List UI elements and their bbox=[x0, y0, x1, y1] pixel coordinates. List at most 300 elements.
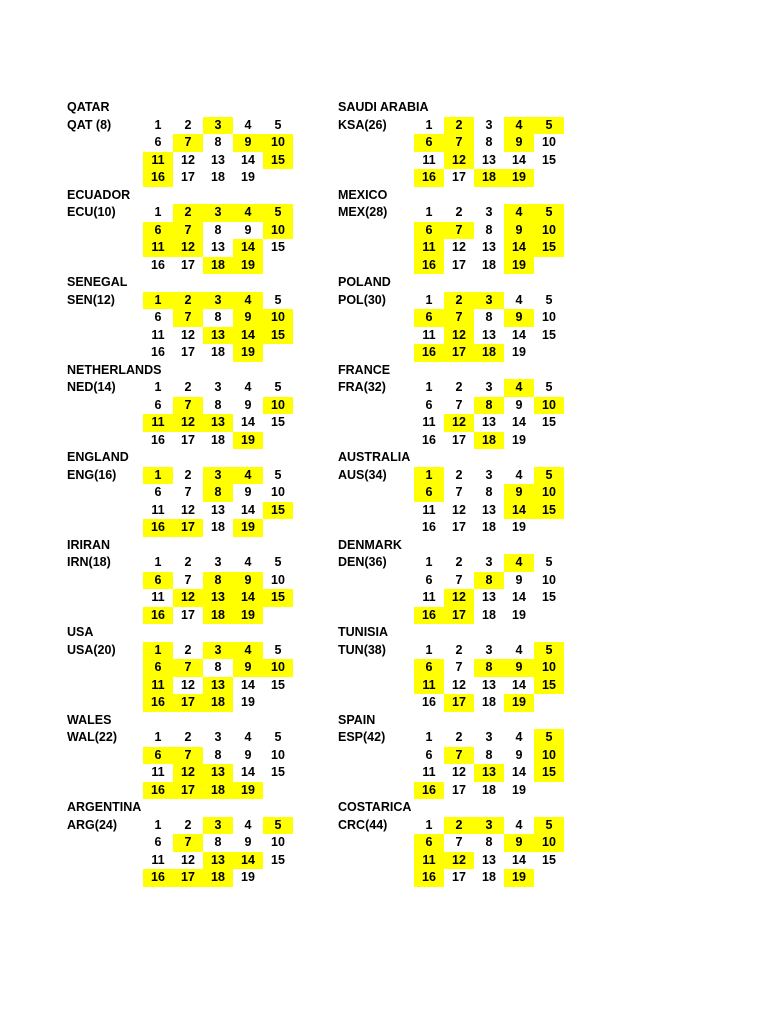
number-cell-highlighted: 7 bbox=[173, 222, 203, 240]
team-name: FRANCE bbox=[338, 362, 391, 377]
number-cell: 14 bbox=[512, 415, 526, 429]
number-cell: 15 bbox=[542, 152, 556, 167]
number-cell: 12 bbox=[181, 677, 195, 692]
number-cell: 4 bbox=[244, 380, 252, 394]
number-cell: 18 bbox=[482, 870, 496, 884]
number-cell-highlighted: 2 bbox=[444, 292, 474, 310]
number-cell: 7 bbox=[455, 397, 463, 412]
number-cell-highlighted: 12 bbox=[444, 852, 474, 870]
number-cell: 11 bbox=[422, 765, 436, 779]
number-cell-highlighted: 3 bbox=[203, 204, 233, 222]
number-cell: 5 bbox=[545, 380, 553, 394]
number-cell-highlighted: 17 bbox=[444, 694, 474, 712]
number-cell-highlighted: 10 bbox=[534, 747, 564, 765]
number-grid bbox=[414, 117, 564, 187]
number-cell: 4 bbox=[244, 117, 252, 132]
number-cell: 7 bbox=[455, 660, 463, 674]
number-cell-highlighted: 6 bbox=[143, 747, 173, 765]
number-cell-highlighted: 19 bbox=[233, 344, 263, 362]
number-cell: 17 bbox=[452, 782, 466, 797]
number-cell-highlighted: 19 bbox=[504, 169, 534, 187]
team-code: ESP(42) bbox=[338, 730, 386, 744]
team-code: IRN(18) bbox=[67, 555, 111, 569]
number-cell-highlighted: 10 bbox=[534, 222, 564, 240]
number-cell: 7 bbox=[184, 485, 192, 499]
number-cell: 14 bbox=[512, 852, 526, 867]
number-cell-highlighted: 12 bbox=[444, 152, 474, 170]
number-cell-highlighted: 8 bbox=[474, 572, 504, 590]
number-cell: 11 bbox=[151, 765, 165, 779]
number-cell-highlighted: 8 bbox=[203, 484, 233, 502]
number-cell-highlighted: 4 bbox=[504, 117, 534, 135]
number-cell: 2 bbox=[184, 730, 192, 744]
number-cell: 12 bbox=[452, 502, 466, 517]
number-cell: 13 bbox=[211, 240, 225, 254]
number-cell: 13 bbox=[482, 852, 496, 867]
number-cell-highlighted: 4 bbox=[233, 642, 263, 660]
number-cell: 11 bbox=[151, 852, 165, 867]
number-cell: 3 bbox=[485, 205, 493, 219]
number-cell-highlighted: 7 bbox=[444, 222, 474, 240]
number-cell: 5 bbox=[545, 555, 553, 569]
number-grid bbox=[143, 554, 293, 624]
number-cell-highlighted: 5 bbox=[263, 817, 293, 835]
number-cell: 12 bbox=[452, 677, 466, 692]
number-cell-highlighted: 15 bbox=[263, 589, 293, 607]
number-cell-highlighted: 17 bbox=[173, 782, 203, 800]
number-cell: 3 bbox=[214, 555, 222, 569]
number-cell-highlighted: 17 bbox=[173, 519, 203, 537]
number-cell-highlighted: 4 bbox=[233, 204, 263, 222]
number-cell: 5 bbox=[274, 467, 282, 482]
number-cell-highlighted: 15 bbox=[534, 677, 564, 695]
number-cell-highlighted: 11 bbox=[143, 239, 173, 257]
number-cell: 3 bbox=[485, 117, 493, 132]
number-cell-highlighted: 7 bbox=[444, 309, 474, 327]
number-cell: 3 bbox=[485, 555, 493, 569]
number-cell-highlighted: 14 bbox=[233, 327, 263, 345]
team-code: TUN(38) bbox=[338, 642, 386, 657]
number-cell: 19 bbox=[241, 170, 255, 184]
number-cell-highlighted: 1 bbox=[143, 292, 173, 310]
number-cell-highlighted: 14 bbox=[504, 502, 534, 520]
number-cell-highlighted: 19 bbox=[504, 694, 534, 712]
number-cell: 2 bbox=[455, 642, 463, 657]
number-cell-highlighted: 16 bbox=[143, 519, 173, 537]
number-cell-highlighted: 6 bbox=[143, 659, 173, 677]
number-cell-highlighted: 16 bbox=[414, 344, 444, 362]
number-cell-highlighted: 17 bbox=[173, 694, 203, 712]
number-cell: 1 bbox=[425, 817, 433, 832]
number-cell-highlighted: 16 bbox=[414, 257, 444, 275]
number-cell: 9 bbox=[244, 485, 252, 499]
number-cell: 4 bbox=[244, 555, 252, 569]
number-cell: 19 bbox=[241, 870, 255, 884]
number-cell-highlighted: 16 bbox=[143, 782, 173, 800]
number-cell: 17 bbox=[181, 607, 195, 622]
number-cell-highlighted: 3 bbox=[474, 292, 504, 310]
number-cell: 19 bbox=[512, 345, 526, 359]
number-cell: 3 bbox=[485, 642, 493, 657]
number-cell: 11 bbox=[422, 590, 436, 604]
number-cell-highlighted: 10 bbox=[263, 397, 293, 415]
number-cell-highlighted: 15 bbox=[263, 502, 293, 520]
number-cell: 15 bbox=[271, 240, 285, 254]
number-cell-highlighted: 11 bbox=[414, 852, 444, 870]
number-cell-highlighted: 10 bbox=[534, 834, 564, 852]
number-cell: 2 bbox=[184, 555, 192, 569]
number-cell: 15 bbox=[542, 590, 556, 604]
number-cell: 8 bbox=[214, 835, 222, 849]
number-cell: 11 bbox=[422, 327, 436, 342]
number-cell-highlighted: 14 bbox=[233, 852, 263, 870]
number-cell: 17 bbox=[452, 432, 466, 447]
number-cell-highlighted: 10 bbox=[263, 222, 293, 240]
number-cell: 13 bbox=[482, 415, 496, 429]
number-cell: 9 bbox=[244, 835, 252, 849]
team-name: COSTARICA bbox=[338, 800, 412, 814]
number-cell: 17 bbox=[452, 257, 466, 272]
number-cell: 13 bbox=[211, 502, 225, 517]
number-cell: 7 bbox=[184, 572, 192, 587]
number-grid bbox=[414, 292, 564, 362]
number-cell: 11 bbox=[422, 415, 436, 429]
number-cell-highlighted: 1 bbox=[143, 642, 173, 660]
number-cell: 17 bbox=[452, 870, 466, 884]
number-cell-highlighted: 2 bbox=[173, 204, 203, 222]
number-cell: 9 bbox=[515, 397, 523, 412]
number-cell: 4 bbox=[515, 642, 523, 657]
number-cell: 17 bbox=[181, 170, 195, 184]
team-code: FRA(32) bbox=[338, 380, 386, 394]
number-cell: 1 bbox=[425, 117, 433, 132]
number-cell: 10 bbox=[271, 485, 285, 499]
number-cell: 11 bbox=[422, 502, 436, 517]
number-cell-highlighted: 12 bbox=[173, 589, 203, 607]
team-code: NED(14) bbox=[67, 380, 116, 394]
number-cell: 10 bbox=[542, 572, 556, 587]
number-cell-highlighted: 7 bbox=[173, 309, 203, 327]
number-cell-highlighted: 16 bbox=[414, 869, 444, 887]
number-cell: 8 bbox=[214, 310, 222, 324]
number-grid bbox=[414, 467, 564, 537]
number-cell: 3 bbox=[485, 380, 493, 394]
number-cell-highlighted: 15 bbox=[263, 152, 293, 170]
number-cell-highlighted: 7 bbox=[173, 747, 203, 765]
number-cell: 18 bbox=[482, 607, 496, 622]
number-grid bbox=[143, 467, 293, 537]
number-cell-highlighted: 11 bbox=[143, 677, 173, 695]
number-cell: 17 bbox=[452, 170, 466, 184]
number-cell: 16 bbox=[422, 432, 436, 447]
number-cell: 14 bbox=[512, 152, 526, 167]
number-cell-highlighted: 15 bbox=[263, 327, 293, 345]
number-cell-highlighted: 6 bbox=[414, 134, 444, 152]
number-cell: 19 bbox=[512, 432, 526, 447]
number-cell-highlighted: 6 bbox=[414, 659, 444, 677]
number-cell: 15 bbox=[542, 327, 556, 342]
number-cell: 19 bbox=[241, 695, 255, 709]
number-cell: 17 bbox=[181, 345, 195, 359]
number-cell: 6 bbox=[425, 747, 433, 762]
number-cell: 10 bbox=[542, 310, 556, 324]
number-cell: 6 bbox=[154, 135, 162, 149]
number-cell-highlighted: 7 bbox=[173, 397, 203, 415]
number-cell: 15 bbox=[271, 852, 285, 867]
number-cell: 18 bbox=[211, 170, 225, 184]
number-cell-highlighted: 18 bbox=[203, 607, 233, 625]
number-cell: 6 bbox=[425, 572, 433, 587]
number-cell-highlighted: 2 bbox=[173, 292, 203, 310]
number-cell: 8 bbox=[485, 747, 493, 762]
number-cell: 6 bbox=[154, 485, 162, 499]
number-cell-highlighted: 4 bbox=[504, 554, 534, 572]
number-cell: 1 bbox=[154, 380, 162, 394]
number-cell: 18 bbox=[211, 345, 225, 359]
number-cell: 10 bbox=[271, 835, 285, 849]
number-cell: 13 bbox=[482, 502, 496, 517]
number-cell: 17 bbox=[181, 432, 195, 447]
number-cell: 4 bbox=[244, 817, 252, 832]
number-cell: 1 bbox=[425, 292, 433, 307]
number-cell: 12 bbox=[452, 240, 466, 254]
team-name: ENGLAND bbox=[67, 450, 129, 464]
number-cell-highlighted: 3 bbox=[203, 117, 233, 135]
number-cell: 3 bbox=[485, 467, 493, 482]
number-cell: 5 bbox=[545, 292, 553, 307]
number-cell-highlighted: 9 bbox=[233, 309, 263, 327]
number-cell: 10 bbox=[271, 747, 285, 762]
number-cell: 1 bbox=[425, 555, 433, 569]
number-cell-highlighted: 13 bbox=[474, 764, 504, 782]
team-name: ARGENTINA bbox=[67, 800, 142, 814]
number-cell: 1 bbox=[425, 205, 433, 219]
number-cell-highlighted: 4 bbox=[504, 204, 534, 222]
number-cell: 15 bbox=[542, 852, 556, 867]
number-cell: 13 bbox=[482, 240, 496, 254]
team-code: DEN(36) bbox=[338, 555, 387, 569]
team-name: IRIRAN bbox=[67, 537, 111, 552]
number-cell-highlighted: 5 bbox=[263, 204, 293, 222]
number-cell-highlighted: 2 bbox=[444, 117, 474, 135]
number-cell: 6 bbox=[425, 397, 433, 412]
number-cell-highlighted: 11 bbox=[143, 414, 173, 432]
number-cell-highlighted: 10 bbox=[534, 397, 564, 415]
number-cell-highlighted: 5 bbox=[534, 729, 564, 747]
number-cell: 7 bbox=[455, 835, 463, 849]
team-name: MEXICO bbox=[338, 187, 388, 202]
number-cell-highlighted: 16 bbox=[414, 607, 444, 625]
number-cell: 2 bbox=[455, 555, 463, 569]
team-name: QATAR bbox=[67, 100, 110, 114]
number-cell: 8 bbox=[485, 485, 493, 499]
number-cell: 8 bbox=[214, 660, 222, 674]
number-grid bbox=[143, 204, 293, 274]
number-cell-highlighted: 16 bbox=[414, 169, 444, 187]
number-cell: 11 bbox=[422, 152, 436, 167]
team-name: SENEGAL bbox=[67, 275, 128, 289]
number-cell: 7 bbox=[455, 572, 463, 587]
number-cell: 14 bbox=[241, 502, 255, 517]
number-cell-highlighted: 19 bbox=[233, 607, 263, 625]
team-name: DENMARK bbox=[338, 537, 402, 552]
number-grid bbox=[414, 554, 564, 624]
number-cell-highlighted: 9 bbox=[504, 484, 534, 502]
team-code: ECU(10) bbox=[67, 205, 116, 219]
number-grid bbox=[143, 292, 293, 362]
number-cell-highlighted: 11 bbox=[414, 239, 444, 257]
number-cell-highlighted: 10 bbox=[263, 309, 293, 327]
number-cell: 12 bbox=[181, 327, 195, 342]
number-grid bbox=[414, 379, 564, 449]
number-cell-highlighted: 7 bbox=[444, 747, 474, 765]
number-cell-highlighted: 19 bbox=[233, 782, 263, 800]
number-cell: 3 bbox=[214, 730, 222, 744]
team-code: QAT (8) bbox=[67, 117, 112, 132]
number-cell: 1 bbox=[154, 117, 162, 132]
number-cell-highlighted: 8 bbox=[474, 659, 504, 677]
number-cell: 5 bbox=[274, 292, 282, 307]
number-cell-highlighted: 19 bbox=[504, 257, 534, 275]
number-cell-highlighted: 18 bbox=[474, 344, 504, 362]
number-cell: 9 bbox=[244, 222, 252, 237]
number-cell-highlighted: 12 bbox=[444, 589, 474, 607]
number-cell-highlighted: 1 bbox=[414, 467, 444, 485]
number-cell: 4 bbox=[515, 817, 523, 832]
number-cell-highlighted: 18 bbox=[474, 432, 504, 450]
number-cell-highlighted: 10 bbox=[534, 484, 564, 502]
number-grid bbox=[143, 379, 293, 449]
number-cell-highlighted: 9 bbox=[233, 134, 263, 152]
number-cell: 8 bbox=[485, 135, 493, 149]
number-cell-highlighted: 7 bbox=[173, 134, 203, 152]
number-cell-highlighted: 12 bbox=[444, 327, 474, 345]
number-cell: 2 bbox=[184, 817, 192, 832]
number-cell: 1 bbox=[154, 730, 162, 744]
number-grid bbox=[414, 204, 564, 274]
team-name: TUNISIA bbox=[338, 625, 388, 639]
team-name: WALES bbox=[67, 712, 112, 727]
number-cell-highlighted: 6 bbox=[414, 484, 444, 502]
number-cell: 8 bbox=[214, 135, 222, 149]
number-cell: 18 bbox=[482, 695, 496, 709]
team-code: SEN(12) bbox=[67, 292, 115, 307]
number-cell: 1 bbox=[154, 555, 162, 569]
number-cell: 16 bbox=[422, 695, 436, 709]
team-code: ENG(16) bbox=[67, 467, 117, 482]
number-cell-highlighted: 5 bbox=[534, 642, 564, 660]
number-cell-highlighted: 5 bbox=[534, 817, 564, 835]
number-cell: 12 bbox=[181, 852, 195, 867]
number-cell: 2 bbox=[455, 467, 463, 482]
number-cell-highlighted: 2 bbox=[444, 817, 474, 835]
number-cell: 2 bbox=[455, 730, 463, 744]
number-cell: 2 bbox=[455, 205, 463, 219]
number-cell-highlighted: 13 bbox=[203, 414, 233, 432]
number-cell-highlighted: 19 bbox=[233, 519, 263, 537]
number-cell: 18 bbox=[211, 432, 225, 447]
number-cell-highlighted: 10 bbox=[263, 659, 293, 677]
number-cell-highlighted: 5 bbox=[534, 467, 564, 485]
number-cell: 15 bbox=[271, 415, 285, 429]
number-cell: 12 bbox=[452, 765, 466, 779]
number-cell-highlighted: 14 bbox=[504, 239, 534, 257]
number-grid bbox=[414, 642, 564, 712]
number-cell-highlighted: 15 bbox=[534, 764, 564, 782]
number-cell: 2 bbox=[184, 642, 192, 657]
number-cell: 6 bbox=[154, 835, 162, 849]
number-cell: 12 bbox=[181, 502, 195, 517]
number-cell-highlighted: 5 bbox=[534, 117, 564, 135]
number-cell-highlighted: 8 bbox=[474, 397, 504, 415]
number-cell-highlighted: 6 bbox=[143, 572, 173, 590]
number-cell-highlighted: 3 bbox=[203, 467, 233, 485]
number-cell: 2 bbox=[184, 467, 192, 482]
team-name: ECUADOR bbox=[67, 187, 131, 202]
number-cell-highlighted: 7 bbox=[444, 134, 474, 152]
number-cell-highlighted: 16 bbox=[143, 694, 173, 712]
number-cell: 18 bbox=[482, 782, 496, 797]
number-cell: 13 bbox=[482, 327, 496, 342]
number-cell-highlighted: 12 bbox=[173, 239, 203, 257]
number-cell-highlighted: 16 bbox=[414, 782, 444, 800]
number-cell: 11 bbox=[151, 327, 165, 342]
number-cell: 8 bbox=[485, 310, 493, 324]
number-cell-highlighted: 6 bbox=[143, 222, 173, 240]
number-cell-highlighted: 6 bbox=[414, 309, 444, 327]
number-cell: 5 bbox=[274, 642, 282, 657]
number-cell-highlighted: 13 bbox=[203, 589, 233, 607]
number-cell: 1 bbox=[154, 205, 162, 219]
number-cell-highlighted: 9 bbox=[233, 659, 263, 677]
number-cell-highlighted: 18 bbox=[203, 694, 233, 712]
team-code: KSA(26) bbox=[338, 117, 387, 132]
number-cell-highlighted: 12 bbox=[444, 414, 474, 432]
number-cell: 5 bbox=[274, 117, 282, 132]
number-cell-highlighted: 3 bbox=[203, 642, 233, 660]
number-cell-highlighted: 9 bbox=[504, 134, 534, 152]
number-cell: 18 bbox=[482, 257, 496, 272]
number-cell: 1 bbox=[425, 730, 433, 744]
number-cell-highlighted: 4 bbox=[233, 292, 263, 310]
number-cell: 8 bbox=[214, 747, 222, 762]
number-cell-highlighted: 3 bbox=[203, 292, 233, 310]
number-cell-highlighted: 15 bbox=[534, 502, 564, 520]
number-cell-highlighted: 18 bbox=[203, 257, 233, 275]
team-name: POLAND bbox=[338, 275, 391, 289]
number-cell: 3 bbox=[214, 380, 222, 394]
number-cell-highlighted: 9 bbox=[504, 659, 534, 677]
number-cell-highlighted: 13 bbox=[203, 677, 233, 695]
number-cell-highlighted: 5 bbox=[534, 204, 564, 222]
number-cell: 4 bbox=[515, 467, 523, 482]
number-cell: 16 bbox=[422, 520, 436, 534]
number-cell-highlighted: 10 bbox=[534, 659, 564, 677]
number-cell-highlighted: 6 bbox=[414, 222, 444, 240]
number-cell: 18 bbox=[211, 520, 225, 534]
number-cell: 8 bbox=[485, 835, 493, 849]
team-code: WAL(22) bbox=[67, 730, 117, 744]
number-cell-highlighted: 10 bbox=[263, 134, 293, 152]
number-cell: 8 bbox=[214, 222, 222, 237]
number-cell: 13 bbox=[482, 590, 496, 604]
number-cell-highlighted: 13 bbox=[203, 327, 233, 345]
team-code: ARG(24) bbox=[67, 817, 118, 832]
number-cell: 13 bbox=[211, 152, 225, 167]
number-cell: 14 bbox=[512, 327, 526, 342]
number-cell-highlighted: 4 bbox=[504, 379, 534, 397]
number-cell: 2 bbox=[184, 117, 192, 132]
